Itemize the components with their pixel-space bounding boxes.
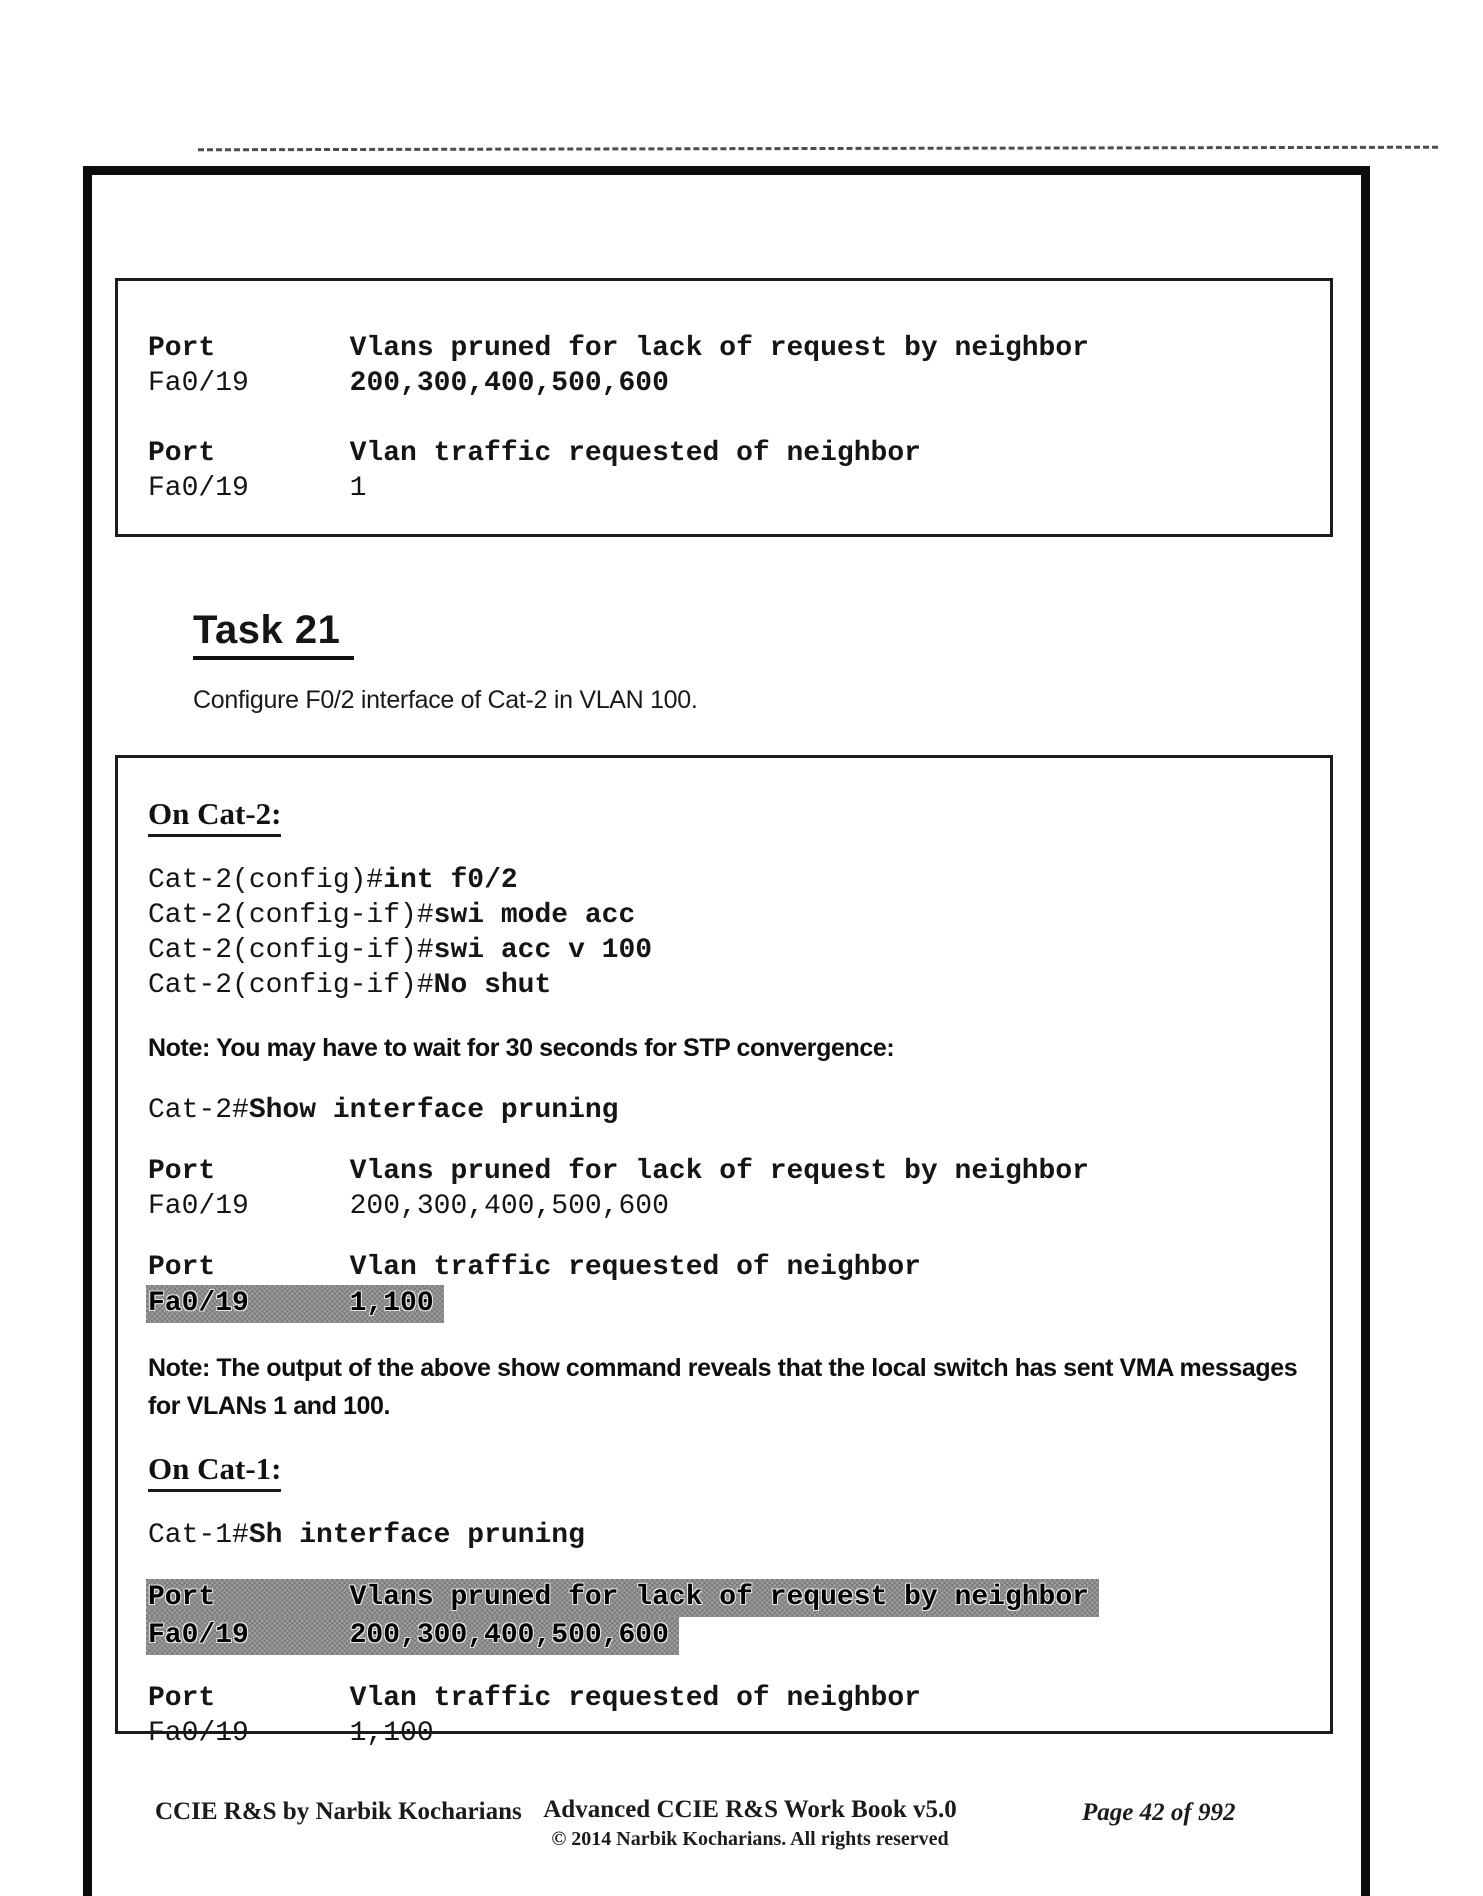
- output-header-requested: Port Vlan traffic requested of neighbor: [148, 1683, 921, 1714]
- footer-page-number: Page 42 of 992: [1082, 1799, 1236, 1826]
- cli-prompt: Cat-2(config-if)#: [148, 970, 434, 1001]
- output-row-pruned: [148, 366, 1310, 401]
- cli-command: swi acc v 100: [433, 935, 653, 966]
- blank-line: [148, 1003, 1310, 1029]
- terminal-output-box-main: [115, 755, 1333, 1749]
- blank-line: [148, 1224, 1310, 1250]
- config-line: [148, 863, 1310, 898]
- cli-command: swi mode acc: [433, 900, 636, 931]
- footer-book-title: [470, 1796, 1030, 1851]
- heading-on-cat2: On Cat-2:: [148, 796, 281, 837]
- cli-prompt: Cat-2(config)#: [148, 865, 384, 896]
- task-section: [193, 608, 698, 715]
- cli-command: No shut: [433, 970, 552, 1001]
- output-header-requested: Port Vlan traffic requested of neighbor: [148, 438, 921, 469]
- blank-line: [148, 401, 1310, 436]
- highlighted-text: Fa0/19 1,100: [146, 1285, 444, 1323]
- config-line: [148, 898, 1310, 933]
- output-header-pruned: Port Vlans pruned for lack of request by neighbor: [148, 1156, 1089, 1187]
- note-stp-convergence: Note: You may have to wait for 30 seconds for STP convergence:: [148, 1034, 895, 1062]
- output-row-highlighted: [148, 1617, 1310, 1655]
- blank-line: [148, 1067, 1310, 1093]
- config-line: [148, 968, 1310, 1003]
- vlans-cell: 200,300,400,500,600: [349, 368, 669, 399]
- scan-artifact-line: [198, 146, 1438, 152]
- cli-prompt: Cat-2(config-if)#: [148, 935, 434, 966]
- port-cell: Fa0/19: [148, 368, 350, 399]
- cli-command: Show interface pruning: [248, 1095, 619, 1126]
- highlighted-text: Port Vlans pruned for lack of request by neighbor: [146, 1579, 1099, 1617]
- show-command-line: [148, 1518, 1310, 1553]
- blank-line: [148, 1553, 1310, 1579]
- cli-command: Sh interface pruning: [248, 1520, 585, 1551]
- output-header-pruned: Port Vlans pruned for lack of request by neighbor: [148, 333, 1089, 364]
- blank-line: [148, 1323, 1310, 1349]
- blank-line: [148, 1655, 1310, 1681]
- output-row-requested: Fa0/19 1,100: [148, 1718, 434, 1749]
- cli-prompt: Cat-2(config-if)#: [148, 900, 434, 931]
- footer-author: CCIE R&S by Narbik Kocharians: [155, 1798, 522, 1825]
- heading-on-cat1: On Cat-1:: [148, 1451, 281, 1492]
- output-row-highlighted: [148, 1285, 1310, 1323]
- blank-line: [148, 1425, 1310, 1451]
- footer-book-title-text: Advanced CCIE R&S Work Book v5.0: [543, 1796, 957, 1823]
- blank-line: [148, 1128, 1310, 1154]
- output-header-highlighted: [148, 1579, 1310, 1617]
- task-description: Configure F0/2 interface of Cat-2 in VLAN 100.: [193, 686, 698, 714]
- note-vma-messages: Note: The output of the above show command reveals that the local switch has sent VMA messages for VLANs 1 and 100.: [148, 1354, 1298, 1420]
- output-row-pruned: Fa0/19 200,300,400,500,600: [148, 1191, 669, 1222]
- terminal-output-box-top: [115, 278, 1333, 537]
- cli-prompt: Cat-2#: [148, 1095, 249, 1126]
- highlighted-text: Fa0/19 200,300,400,500,600: [146, 1617, 679, 1655]
- cli-prompt: Cat-1#: [148, 1520, 249, 1551]
- cli-command: int f0/2: [383, 865, 518, 896]
- config-line: [148, 933, 1310, 968]
- show-command-line: [148, 1093, 1310, 1128]
- output-row-requested: Fa0/19 1: [148, 473, 367, 504]
- output-header-requested: Port Vlan traffic requested of neighbor: [148, 1252, 921, 1283]
- footer-copyright: © 2014 Narbik Kocharians. All rights reserved: [551, 1828, 949, 1850]
- task-title: Task 21: [193, 608, 354, 660]
